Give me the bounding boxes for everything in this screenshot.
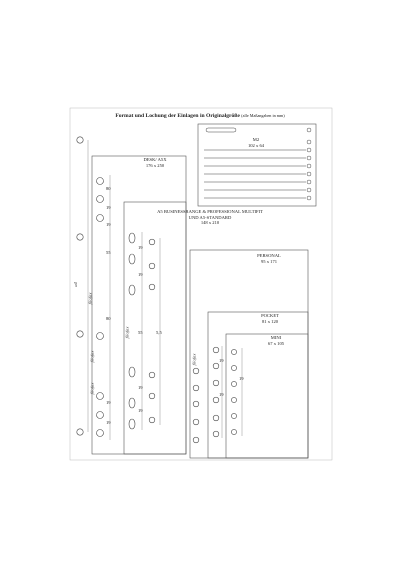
dim-label: 5,5 [156, 330, 162, 335]
personal-holes [193, 368, 199, 443]
dim-label: 19 [138, 272, 143, 277]
mini-outline [226, 334, 308, 458]
a4-hole [77, 331, 83, 337]
mini-hole [231, 413, 236, 418]
dim-label: 19 [106, 420, 111, 425]
desk-hole [97, 393, 104, 400]
a5-hole [149, 284, 155, 290]
a5-name-1: A5 BUSINESSRANGE & PROFESSIONAL MULTIFIT [157, 209, 263, 214]
dim-label: 19 [106, 222, 111, 227]
desk-size: 176 x 250 [145, 162, 165, 168]
a4-hole [77, 234, 83, 240]
a5-hole [129, 367, 135, 377]
dim-label: 19 [138, 245, 143, 250]
personal-size: 95 x 171 [260, 258, 278, 264]
personal-outline [190, 250, 308, 458]
pocket-hole [213, 397, 219, 403]
dim-label: 19 [138, 408, 143, 413]
mini-hole [231, 397, 236, 402]
title-note: (alle Maßangaben in mm) [241, 113, 285, 118]
personal-hole [193, 437, 199, 443]
mini-holes [231, 349, 236, 434]
personal-hole [193, 419, 199, 425]
a4-hole [77, 137, 83, 143]
personal-hole [193, 385, 199, 391]
a5-name-2: UND A5-STANDARD [188, 214, 232, 220]
personal-name: PERSONAL [257, 253, 281, 258]
desk-hole [97, 412, 104, 419]
pocket-hole [213, 415, 219, 421]
desk-holes [97, 178, 104, 437]
mini-hole [231, 429, 236, 434]
brand-mark-desk-2: filofax [89, 382, 95, 395]
mini-hole [231, 349, 236, 354]
page-title [70, 113, 330, 119]
dim-label: 80 [106, 186, 111, 191]
dim-label: 55 [106, 250, 111, 255]
a4-side-label: a4 [72, 282, 78, 287]
m2-label [236, 137, 276, 148]
pocket-hole [213, 380, 219, 386]
a5-hole [149, 372, 155, 378]
a5-hole [149, 417, 155, 423]
dim-label: 80 [106, 316, 111, 321]
a5-hole [129, 233, 135, 243]
a5-hole [129, 254, 135, 264]
dim-label: 19 [106, 205, 111, 210]
a5-outline [124, 202, 186, 454]
m2-name: M2 [252, 137, 260, 142]
pocket-holes [213, 347, 219, 437]
a5-hole [129, 419, 135, 429]
mini-name: MINI [270, 335, 282, 340]
desk-hole [97, 215, 104, 222]
personal-hole [193, 368, 199, 374]
pocket-hole [213, 363, 219, 369]
mini-hole [231, 381, 236, 386]
desk-hole [97, 178, 104, 185]
brand-mark-a5: filofax [124, 326, 130, 339]
desk-hole [97, 196, 104, 203]
desk-hole [97, 430, 104, 437]
a5-hole [149, 393, 155, 399]
a4-hole [77, 429, 83, 435]
dim-label: 19 [106, 400, 111, 405]
dim-label: 19 [219, 392, 224, 397]
brand-mark-desk: filofax [89, 350, 95, 363]
brand-mark-a4: filofax [87, 292, 93, 305]
dim-label: 19 [219, 358, 224, 363]
mini-hole [231, 365, 236, 370]
desk-label [130, 157, 180, 168]
brand-mark-personal: filofax [191, 353, 197, 366]
pocket-size: 81 x 120 [261, 318, 279, 324]
a5-hole [149, 239, 155, 245]
dim-label: 55 [138, 330, 143, 335]
mini-label [256, 335, 296, 346]
a5-size: 148 x 210 [200, 220, 220, 225]
dim-label: 19 [138, 385, 143, 390]
pocket-label [250, 313, 290, 324]
personal-hole [193, 401, 199, 407]
mini-size: 67 x 105 [267, 340, 285, 346]
a5-hole [129, 285, 135, 295]
a5-label [150, 209, 270, 226]
pocket-name: POCKET [261, 313, 279, 318]
m2-size: 102 x 64 [247, 142, 265, 148]
dim-label: 19 [239, 376, 244, 381]
personal-label [244, 253, 294, 264]
a5-hole [149, 263, 155, 269]
pocket-hole [213, 347, 219, 353]
pocket-hole [213, 431, 219, 437]
desk-name: DESK/ A5X [143, 157, 167, 162]
title-main: Format und Lochung der Einlagen in Originalgröße [115, 113, 240, 119]
desk-hole [97, 333, 104, 340]
a5-hole [129, 398, 135, 408]
